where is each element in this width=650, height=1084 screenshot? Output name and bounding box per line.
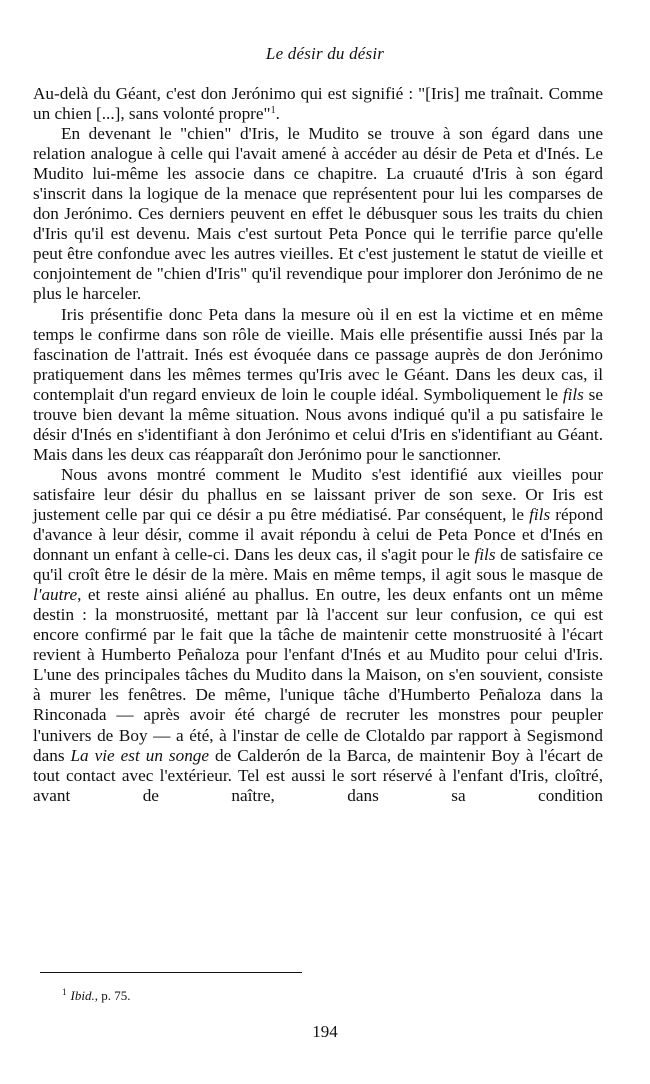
italic-term: l'autre	[33, 585, 78, 605]
text-segment: , et reste ainsi aliéné au phallus. En outre, les deux enfants ont un même destin : la monstruosité, mettant par là l'accent sur leur confusion, ce qui est encore confirmé par le fait que la tâche de maintenir cette monstruosité à l'écart revient à Humberto Peñaloza pour l'enfant d'Inés et au Mudito pour celui d'Iris. L'une des principales tâches du Mudito dans la Maison, on s'en souvient, consiste à murer les fenêtres. De même, l'unique tâche d'Humberto Peñaloza dans la Rinconada — après avoir été chargé de recruter les monstres pour peupler l'univers de Boy — a été, à l'instar de celle de Clotaldo par rapport à Segismond dans	[33, 585, 603, 765]
running-head: Le désir du désir	[265, 44, 385, 63]
footnote-divider	[40, 972, 302, 973]
text-segment: de satisfaire ce qu'il croît être le désir de la mère. Mais en même temps, il agit sous le masque de	[33, 545, 603, 585]
italic-term: fils	[474, 545, 496, 565]
text-segment: se trouve bien devant la même situation. Nous avons indiqué qu'il a pu satisfaire le désir d'Inés en s'identifiant à don Jerónimo et celui d'Iris en s'identifiant au Géant. Mais dans les deux cas réapparaît don Jerónimo pour le sanctionner.	[33, 384, 603, 464]
page-number: 194	[312, 1022, 338, 1041]
text-segment: de Calderón de la Barca, de maintenir Boy à l'écart de tout contact avec l'extérieur. Tel est aussi le sort réservé à l'enfant d'Iris, cloîtré, avant de naître, dans sa condition	[33, 745, 603, 805]
text-segment: Au-delà du Géant, c'est don Jerónimo qui est signifié : "[Iris] me traînait. Comme un chien [...], sans volonté propre"	[33, 84, 603, 124]
italic-term: La vie est un songe	[70, 745, 210, 765]
footnote-source: Ibid.	[70, 988, 95, 1003]
footnote-reference: 1	[270, 105, 276, 117]
text-segment: répond d'avance à leur désir, comme il avait répondu à celui de Peta Ponce et d'Inés en donnant un enfant à celle-ci. Dans les deux cas, il s'agit pour le	[33, 504, 603, 565]
text-segment: Nous avons montré comment le Mudito s'est identifié aux vieilles pour satisfaire leur désir du phallus en se laissant priver de son sexe. Or Iris est justement celle par qui ce désir a pu être médiatisé. Par conséquent, le	[33, 464, 603, 524]
paragraph	[33, 305, 603, 465]
text-segment: En devenant le "chien" d'Iris, le Mudito se trouve à son égard dans une relation analogue à celle qui l'avait amené à accéder au désir de Peta et d'Inés. Le Mudito lui-même les associe dans ce chapitre. La cruauté d'Iris à son égard s'inscrit dans la logique de la menace que représentent pour lui les comparses de don Jerónimo. Ces derniers peuvent en effet le débusquer sous les traits du chien d'Iris qu'il est devenu. Mais c'est surtout Peta Ponce qui le terrifie parce qu'elle peut être confondue avec les autres vieilles. Et c'est justement le statut de vieille et conjointement de "chien d'Iris" qu'il revendique pour implorer don Jerónimo de ne plus le harceler.	[33, 124, 603, 304]
text-segment: .	[275, 104, 280, 124]
text-segment: Iris présentifie donc Peta dans la mesure où il en est la victime et en même temps le confirme dans son rôle de vieille. Mais elle présentifie aussi Inés par la fascination de l'attrait. Inés est évoquée dans ce passage auprès de don Jerónimo pratiquement dans les mêmes termes qu'Iris avec le Géant. Dans les deux cas, il contemplait d'un regard envieux de loin le couple idéal. Symboliquement le	[33, 304, 603, 404]
main-text	[33, 84, 603, 806]
paragraph	[33, 124, 603, 304]
italic-term: fils	[562, 384, 584, 404]
paragraph	[33, 465, 603, 806]
paragraph	[33, 84, 603, 124]
italic-term: fils	[529, 504, 551, 524]
footnote-marker: 1	[62, 987, 67, 997]
footnote-page-ref: , p. 75.	[94, 988, 131, 1003]
footnote	[62, 988, 130, 1004]
